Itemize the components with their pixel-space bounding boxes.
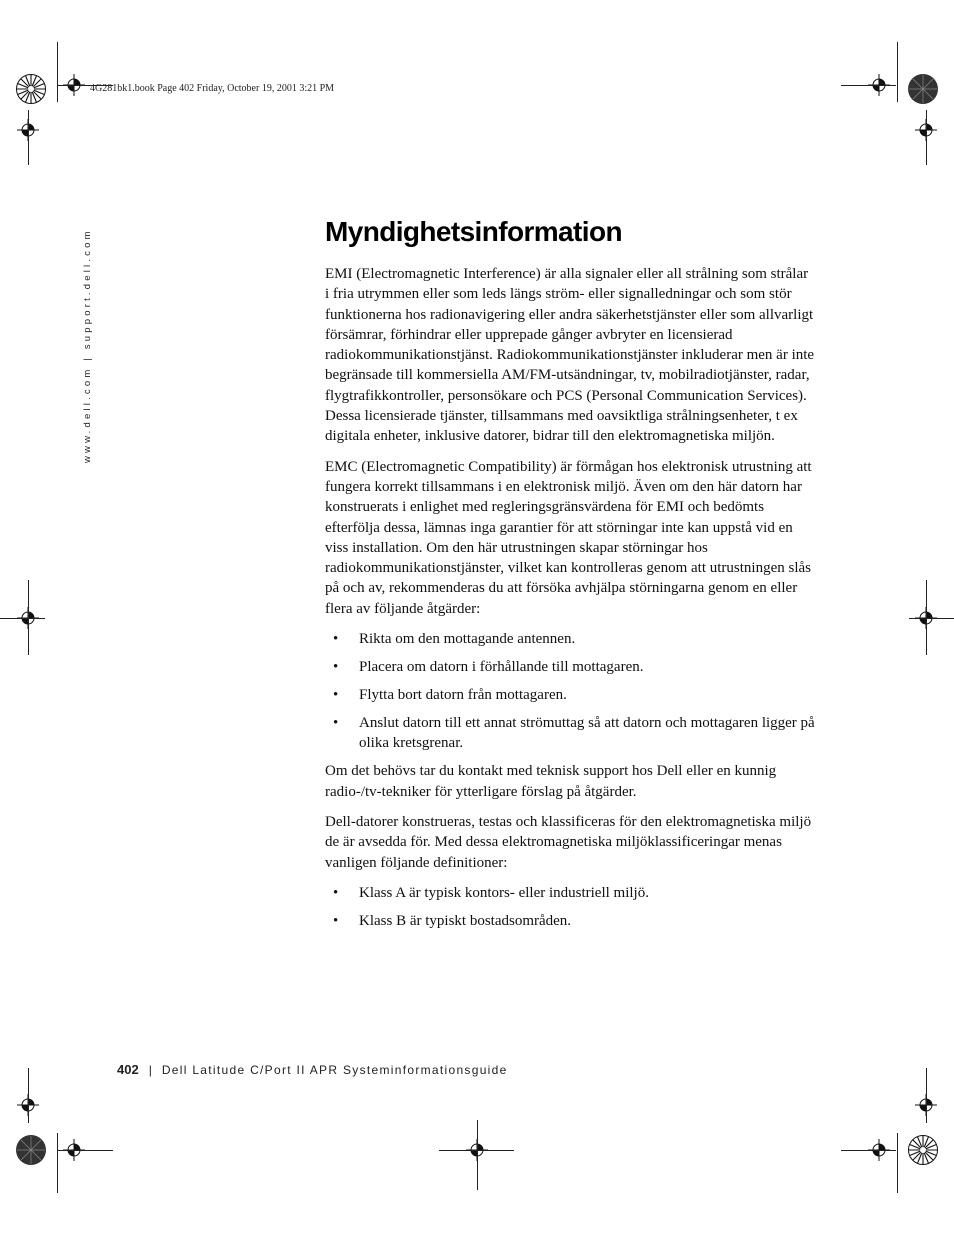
bullet-icon: •: [333, 912, 339, 929]
crop-line: [57, 1133, 58, 1193]
list-item: • Placera om datorn i förhållande till mottagaren.: [325, 657, 815, 677]
crop-line: [841, 1150, 896, 1151]
dark-starburst-mark-icon: [907, 73, 939, 105]
crop-line: [28, 1068, 29, 1123]
starburst-mark-icon: [15, 73, 47, 105]
crop-line: [58, 1150, 113, 1151]
crop-line: [28, 110, 29, 165]
crop-line: [897, 42, 898, 102]
bullet-icon: •: [333, 686, 339, 703]
page-footer: [117, 1062, 508, 1077]
list-item: • Rikta om den mottagande antennen.: [325, 629, 815, 649]
page-title: Myndighetsinformation: [325, 216, 622, 247]
crop-line: [57, 42, 58, 102]
starburst-mark-icon: [907, 1134, 939, 1166]
paragraph-emc: EMC (Electromagnetic Compatibility) är förmågan hos elektronisk utrustning att fungera korrekt tillsammans i en elektronisk miljö. Även om den här datorn har konstruerats i enlighet med regleringsgränsvärdena för EMI och bedömts efterfölja dessa, lämnas inga garantier för att störningar inte kan uppstå vid en viss installation. Om den här utrustningen skapar störningar hos radiokommunikationstjänster, vilket kan kontrolleras genom att utrustningen slås på och av, rekommenderas du att försöka avhjälpa störningarna genom en eller flera av följande åtgärder:: [325, 458, 812, 617]
crop-line: [439, 1150, 514, 1151]
bullet-icon: •: [333, 658, 339, 675]
crop-line: [926, 1068, 927, 1123]
sidebar-url: www.dell.com | support.dell.com: [82, 228, 93, 463]
book-title: Dell Latitude C/Port II APR Systeminformationsguide: [161, 1063, 508, 1077]
crop-line: [0, 618, 45, 619]
crop-line: [909, 618, 954, 619]
paragraph-support: Om det behövs tar du kontakt med teknisk support hos Dell eller en kunnig radio-/tv-tekniker för ytterligare förslag på åtgärder.: [325, 763, 777, 800]
class-list: [325, 883, 815, 931]
crop-line: [477, 1120, 478, 1190]
bullet-icon: •: [333, 714, 339, 731]
paragraph-classification: Dell-datorer konstrueras, testas och klassificeras för den elektromagnetiska miljö de är avsedda för. Med dessa elektromagnetiska miljöklassificeringar menas vanligen följande definitioner:: [325, 813, 812, 871]
list-item: • Flytta bort datorn från mottagaren.: [325, 685, 815, 705]
remedy-list: [325, 629, 815, 753]
footer-separator: |: [148, 1063, 152, 1077]
bullet-icon: •: [333, 631, 339, 648]
list-item: • Klass A är typisk kontors- eller industriell miljö.: [325, 883, 815, 903]
page-number: 402: [117, 1062, 139, 1077]
bullet-icon: •: [333, 884, 339, 901]
starburst-mark-icon: [15, 1134, 47, 1166]
list-item: • Klass B är typiskt bostadsområden.: [325, 911, 815, 931]
main-content: [325, 213, 815, 939]
crop-line: [841, 85, 896, 86]
crop-line: [926, 110, 927, 165]
list-item: • Anslut datorn till ett annat strömuttag så att datorn och mottagaren ligger på olika kretsgrenar.: [333, 714, 815, 752]
crop-line: [897, 1133, 898, 1193]
print-job-info: 4G281bk1.book Page 402 Friday, October 19, 2001 3:21 PM: [90, 83, 335, 94]
paragraph-emi: EMI (Electromagnetic Interference) är alla signaler eller all strålning som strålar i fria utrymmen eller som leds längs ström- eller signalledningar och som stör funktionerna hos radionavigering eller andra säkerhetstjänster eller som allvarligt försämrar, förhindrar eller upprepade gånger avbryter en licensierad radiokommunikationstjänst. Radiokommunikationstjänster inkluderar men är inte begränsade till kommersiella AM/FM-utsändningar, tv, mobilradiotjänster, radar, flygtrafikkontroller, personsökare och PCS (Personal Communication Services). Dessa licensierade tjänster, tillsammans med oavsiktliga strålningsenheter, t ex digitala enheter, inklusive datorer, bidrar till den elektromagnetiska miljön.: [325, 266, 815, 445]
